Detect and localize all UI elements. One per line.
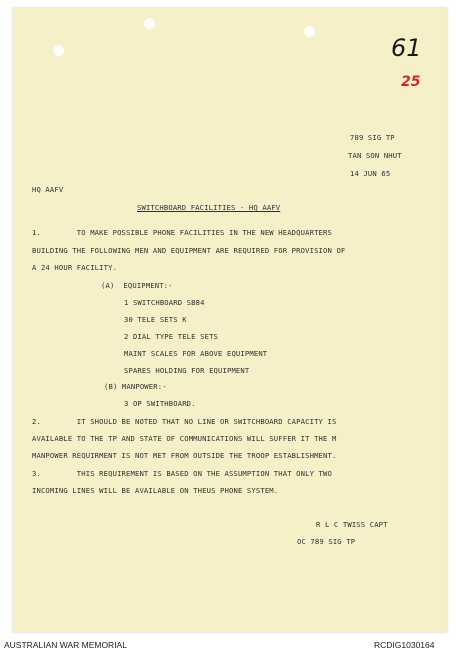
footer-record-id: RCDIG1030164 (374, 640, 435, 650)
paragraph-1-line: A 24 HOUR FACILITY. (32, 263, 118, 272)
equipment-item: 1 SWITCHBOARD SB84 (124, 298, 205, 307)
document-page (13, 8, 447, 632)
paragraph-1-line: BUILDING THE FOLLOWING MEN AND EQUIPMENT ARE REQUIRED FOR PROVISION OF (32, 246, 346, 255)
punch-hole (144, 18, 155, 29)
paragraph-2-line: 2. IT SHOULD BE NOTED THAT NO LINE OR SWITCHBOARD CAPACITY IS (32, 417, 337, 426)
paragraph-3-line: INCOMING LINES WILL BE AVAILABLE ON THEUS PHONE SYSTEM. (32, 486, 279, 495)
addressee: HQ AAFV (32, 185, 64, 194)
signatory-position: OC 789 SIG TP (297, 537, 356, 546)
unit-designation: 789 SIG TP (350, 133, 395, 142)
equipment-item: SPARES HOLDING FOR EQUIPMENT (124, 366, 250, 375)
manpower-item: 3 OP SWITHBOARD. (124, 399, 196, 408)
handwritten-folio-number: 61 (391, 34, 422, 62)
handwritten-page-number: 25 (401, 74, 421, 90)
paragraph-3-line: 3. THIS REQUIREMENT IS BASED ON THE ASSUMPTION THAT ONLY TWO (32, 469, 332, 478)
equipment-item: 30 TELE SETS K (124, 315, 187, 324)
footer-archive-name: AUSTRALIAN WAR MEMORIAL (4, 640, 127, 650)
punch-hole (304, 26, 315, 37)
paragraph-1-line: 1. TO MAKE POSSIBLE PHONE FACILITIES IN THE NEW HEADQUARTERS (32, 228, 332, 237)
punch-hole (53, 45, 64, 56)
paragraph-2-line: MANPOWER REQUIRMENT IS NOT MET FROM OUTSIDE THE TROOP ESTABLISHMENT. (32, 451, 337, 460)
signatory-name: R L C TWISS CAPT (316, 520, 388, 529)
date: 14 JUN 65 (350, 169, 391, 178)
equipment-heading: (A) EQUIPMENT:- (101, 281, 173, 290)
paragraph-2-line: AVAILABLE TO THE TP AND STATE OF COMMUNICATIONS WILL SUFFER IT THE M (32, 434, 337, 443)
manpower-heading: (B) MANPOWER:- (104, 382, 167, 391)
equipment-item: MAINT SCALES FOR ABOVE EQUIPMENT (124, 349, 268, 358)
location: TAN SON NHUT (348, 151, 402, 160)
document-title: SWITCHBOARD FACILITIES - HQ AAFV (137, 203, 281, 212)
equipment-item: 2 DIAL TYPE TELE SETS (124, 332, 219, 341)
